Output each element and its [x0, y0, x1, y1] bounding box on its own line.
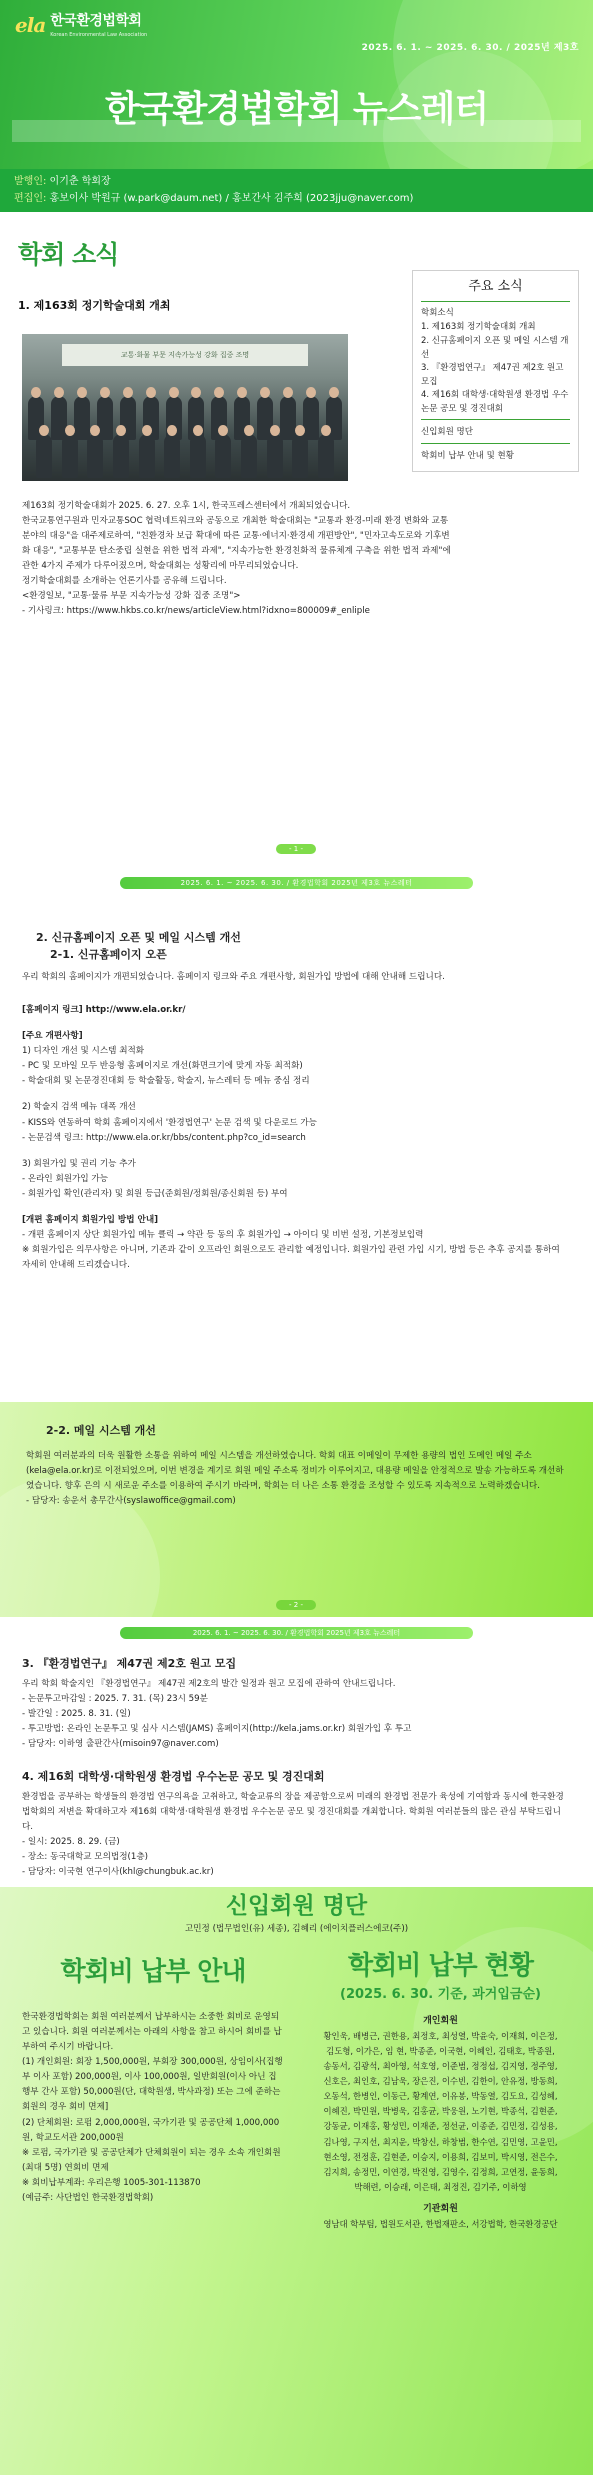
personal-members-list: 황인욱, 배병근, 권한용, 최정호, 최성열, 박윤숙, 이재희, 이은정, 김도형, 이가은, 임 현, 박종준, 이국현, 이혜인, 김태호, 박종원, 송동서, 김광석, 최아영, 석호영, 이준범, 정정섭, 김지영, 정주영, 신호은, 최인호, 김남욱, 장은진, 이수빈, 김한이, 안유정, 방동희, 오동석, 한병인, 이동근, 황계연, 이유봉, 박동열, 김도요, 김성혜, 이혜진, 박민원, 박병욱, 김홍균, 박웅원, 노기현, 박종석, 김현준, 강동균, 이재홍, 황성민, 이재준, 정선균, 이종준, 김민정, 김성용, 김나영, 구지선, 최지운, 박창신, 하창범, 한수연, 김민영, 고윤민, 현소영, 전정훈, 김현준, 이승지, 이용희, 김보미, 박시영, 전은수, 김지희, 송정민, 이연경, 박진영, 김영수, 김정희, 고연정, 윤동희, 박해련, 이승래, 이은태, 최정진, 김기주, 이하영: [323, 2030, 558, 2192]
band-pill: 2025. 6. 1. ~ 2025. 6. 30. / 환경법학회 2025년 제3호 뉴스레터: [120, 1627, 473, 1639]
article-title: 1. 제163회 정기학술대회 개최: [18, 298, 171, 312]
event-photo: [22, 334, 348, 481]
article-link[interactable]: - 기사링크: https://www.hkbs.co.kr/news/articleView.html?idxno=800009#_enliple: [22, 606, 370, 617]
toc-item[interactable]: 3. 『환경법연구』 제47권 제2호 원고 모집: [421, 363, 564, 387]
issue-date: 2025. 6. 1. ~ 2025. 6. 30. / 2025년 제3호: [361, 43, 579, 53]
page-number: - 1 -: [276, 844, 316, 854]
toc-item[interactable]: 학회비 납부 안내 및 현황: [421, 450, 514, 461]
list-item: - 학술대회 및 논문경진대회 등 학술활동, 학술지, 뉴스레터 등 메뉴 중심 정리: [22, 1076, 310, 1087]
fee-paragraph: (예금주: 사단법인 한국환경법학회): [22, 2192, 154, 2203]
table-of-contents: [412, 270, 579, 472]
fee-status-title: 학회비 납부 현황: [348, 1951, 533, 1981]
photo-banner: 교통·화물 부문 지속가능성 강화 집중 조명: [62, 344, 308, 366]
divider: [421, 301, 570, 302]
homepage-link[interactable]: [홈페이지 링크] http://www.ela.or.kr/: [22, 1005, 186, 1016]
editor-label: 편집인:: [14, 193, 47, 204]
list-item: - KISS와 연동하여 학회 홈페이지에서 '환경법연구' 논문 검색 및 다운로드 가능: [22, 1117, 317, 1128]
list-item: - 발간일 : 2025. 8. 31. (일): [22, 1709, 131, 1720]
list-item: 1) 디자인 개선 및 시스템 최적화: [22, 1046, 145, 1057]
list-item: - 담당자: 이국현 연구이사(khl@chungbuk.ac.kr): [22, 1867, 214, 1878]
page-band: [0, 1617, 593, 1647]
org-members-list: 영남대 학부팀, 법원도서관, 한법재판소, 서강법학, 한국환경공단: [323, 2218, 558, 2229]
mail-system-section: [0, 1402, 593, 1617]
article-paragraph: 우리 학회 학술지인 『환경법연구』 제47권 제2호의 발간 일정과 원고 모집에 관하여 안내드립니다.: [22, 1679, 396, 1690]
page-number: - 2 -: [276, 1600, 316, 1610]
list-item: - 온라인 회원가입 가능: [22, 1173, 109, 1184]
fee-paragraph: (1) 개인회원: 회장 1,500,000원, 부회장 300,000원, 상임이사(집행부 이사 포함) 200,000원, 이사 100,000원, 일반회원(이사 아닌 집행부 간사 포함) 50,000원(단, 대학원생, 박사과정) 또는 그에 준하는 회원의 경우 회비 면제]: [22, 2057, 283, 2113]
fee-status: [298, 1952, 583, 2232]
toc-title: 주요 소식: [468, 279, 523, 294]
toc-item[interactable]: 신입회원 명단: [421, 427, 473, 438]
page-2: [0, 900, 593, 1402]
editor-value: 홍보이사 박원규 (w.park@daum.net) / 홍보간사 김주희 (2023jju@naver.com): [46, 193, 414, 204]
logo-korean-name: 한국환경법학회: [50, 12, 142, 29]
join-guide-title: [개편 홈페이지 회원가입 방법 안내]: [22, 1214, 159, 1225]
contact-info: - 담당자: 송운서 총무간사(syslawoffice@gmail.com): [26, 1496, 236, 1507]
toc-heading: 학회소식: [421, 308, 454, 319]
divider: [421, 443, 570, 444]
list-item: - 담당자: 이하영 출판간사(misoin97@naver.com): [22, 1739, 219, 1750]
toc-item[interactable]: 1. 제163회 정기학술대회 개최: [421, 322, 536, 333]
article-title: 2. 신규홈페이지 오픈 및 메일 시스템 개선: [36, 931, 241, 944]
fee-paragraph: 한국환경법학회는 회원 여러분께서 납부하시는 소중한 회비로 운영되고 있습니다. 회원 여러분께서는 아래의 사항을 참고 하시어 회비를 납부하여 주시기 바랍니다.: [22, 2012, 282, 2053]
publisher-info: [0, 169, 593, 212]
article-title: 3. 『환경법연구』 제47권 제2호 원고 모집: [22, 1657, 237, 1670]
article-paragraph: 학회원 여러분과의 더욱 원활한 소통을 위하여 메일 시스템을 개선하였습니다. 학회 대표 이메일이 무제한 용량의 법인 도메인 메일 주소(kela@ela.or.kr)로 이전되었으며, 이번 변경을 계기로 회원 메일 주소록 정비가 이루어지고, 대용량 메일을 안정적으로 발송 가능하도록 개선하였습니다. 향후 은의 시 새로운 주소를 이용하여 주시기 바라며, 학회는 더 나은 소통 환경을 조성할 수 있도록 지속적으로 노력하겠습니다.: [26, 1451, 564, 1492]
divider: [421, 419, 570, 420]
list-item: - 장소: 동국대학교 모의법정(1층): [22, 1852, 148, 1863]
fee-paragraph: ※ 회비납부계좌: 우리은행 1005-301-113870: [22, 2177, 201, 2188]
page-3: [0, 1617, 593, 2475]
section-title: 학회 소식: [18, 240, 119, 269]
article-paragraph: 환경법을 공부하는 학생들의 환경법 연구의욕을 고취하고, 학술교류의 장을 제공함으로써 미래의 환경법 전문가 육성에 기여함과 동시에 한국환경법학회의 저변을 확대하고자 제16회 대학생·대학원생 환경법 우수논문 공모 및 경진대회를 개최합니다. 학회원 여러분들의 많은 관심 부탁드립니다.: [22, 1792, 564, 1833]
newsletter-title: 한국환경법학회 뉴스레터: [104, 89, 489, 130]
logo-mark: ela: [15, 13, 46, 37]
publisher-label: 발행인:: [14, 176, 47, 187]
toc-item[interactable]: 2. 신규홈페이지 오픈 및 메일 시스템 개선: [421, 335, 569, 360]
search-link[interactable]: - 논문검색 링크: http://www.ela.or.kr/bbs/content.php?co_id=search: [22, 1132, 306, 1143]
article-paragraph: <환경일보, "교통·물류 부문 지속가능성 강화 집중 조명">: [22, 590, 241, 601]
newsletter-header: [0, 0, 593, 169]
logo-english-name: Korean Environmental Law Association: [50, 32, 148, 39]
list-item: ※ 회원가입은 의무사항은 아니며, 기존과 같이 오프라인 회원으로도 관리할 예정입니다. 회원가입 관련 가입 시기, 방법 등은 추후 공지를 통하여 자세히 안내해 드리겠습니다.: [22, 1244, 560, 1270]
toc-item[interactable]: 4. 제16회 대학생·대학원생 환경법 우수논문 공모 및 경진대회: [421, 390, 569, 414]
article-title: 4. 제16회 대학생·대학원생 환경법 우수논문 공모 및 경진대회: [22, 1770, 325, 1784]
photo-row: [36, 434, 334, 478]
article-paragraph: 제163회 정기학술대회가 2025. 6. 27. 오후 1시, 한국프레스센터에서 개최되었습니다.: [22, 500, 351, 511]
new-members-list: 고민정 (법무법인(유) 세종), 김혜리 (에이치플러스에코(주)): [184, 1924, 409, 1934]
list-item: 2) 학술지 검색 메뉴 대폭 개선: [22, 1102, 136, 1113]
page-1: [0, 212, 593, 865]
list-item: - 논문투고마감일 : 2025. 7. 31. (목) 23시 59분: [22, 1694, 208, 1705]
fee-status-date: (2025. 6. 30. 기준, 과거입금순): [340, 1986, 541, 2002]
article-paragraph: 한국교통연구원과 민자교통SOC 협력네트워크와 공동으로 개최한 학술대회는 "교통과 환경-미래 환경 변화와 교통 분야의 대응"을 대주제로하여, "친환경차 보급 확대에 따른 교통·에너지·환경세 개편방안", "민자고속도로와 기후변화 대응", "교통부문 탄소중립 실현을 위한 법적 과제", "지속가능한 환경친화적 물류체계 구축을 위한 법적 과제"에 관한 4가지 주제가 다루어졌으며, 학술대회는 성황리에 마무리되었습니다.: [22, 515, 451, 571]
list-item: - 회원가입 확인(관리자) 및 회원 등급(준회원/정회원/종신회원 등) 부여: [22, 1188, 288, 1199]
association-logo[interactable]: [15, 10, 147, 41]
fee-paragraph: ※ 로펌, 국가기관 및 공공단체가 단체회원이 되는 경우 소속 개인회원(최대 5명) 연회비 면제: [22, 2147, 281, 2173]
org-members-label: 기관회원: [423, 2204, 458, 2215]
major-changes-title: [주요 개편사항]: [22, 1031, 83, 1042]
page-band: [0, 865, 593, 900]
article-body: [22, 499, 452, 619]
article-subtitle: 2-1. 신규홈페이지 오픈: [50, 947, 167, 961]
new-members-title: 신입회원 명단: [225, 1893, 368, 1919]
list-item: - PC 및 모바일 모두 반응형 홈페이지로 개선(화면크기에 맞게 자동 최적화): [22, 1061, 303, 1072]
band-pill: 2025. 6. 1. ~ 2025. 6. 30. / 환경법학회 2025년 제3호 뉴스레터: [120, 877, 473, 889]
publisher-value: 이기춘 학회장: [46, 176, 111, 187]
list-item: 3) 회원가입 및 권리 기능 추가: [22, 1158, 136, 1169]
article-lead: 우리 학회의 홈페이지가 개편되었습니다. 홈페이지 링크와 주요 개편사항, 회원가입 방법에 대해 안내해 드립니다.: [22, 972, 445, 982]
fee-paragraph: (2) 단체회원: 로펌 2,000,000원, 국가기관 및 공공단체 1,000,000원, 학교도서관 200,000원: [22, 2117, 280, 2143]
article-subtitle: 2-2. 메일 시스템 개선: [46, 1424, 156, 1437]
personal-members-label: 개인회원: [423, 2015, 458, 2026]
list-item: - 일시: 2025. 8. 29. (금): [22, 1837, 120, 1848]
article-paragraph: 정기학술대회를 소개하는 언론기사를 공유해 드립니다.: [22, 575, 227, 586]
fee-guide-title: 학회비 납부 안내: [60, 1957, 246, 1987]
list-item[interactable]: - 투고방법: 온라인 논문투고 및 심사 시스템(JAMS) 홈페이지(http://kela.jams.or.kr) 회원가입 후 투고: [22, 1724, 412, 1735]
list-item: - 개편 홈페이지 상단 회원가입 메뉴 클릭 → 약관 등 동의 후 회원가입 → 아이디 및 비번 설정, 기본정보입력: [22, 1229, 424, 1240]
fee-guide: [22, 1952, 284, 2206]
